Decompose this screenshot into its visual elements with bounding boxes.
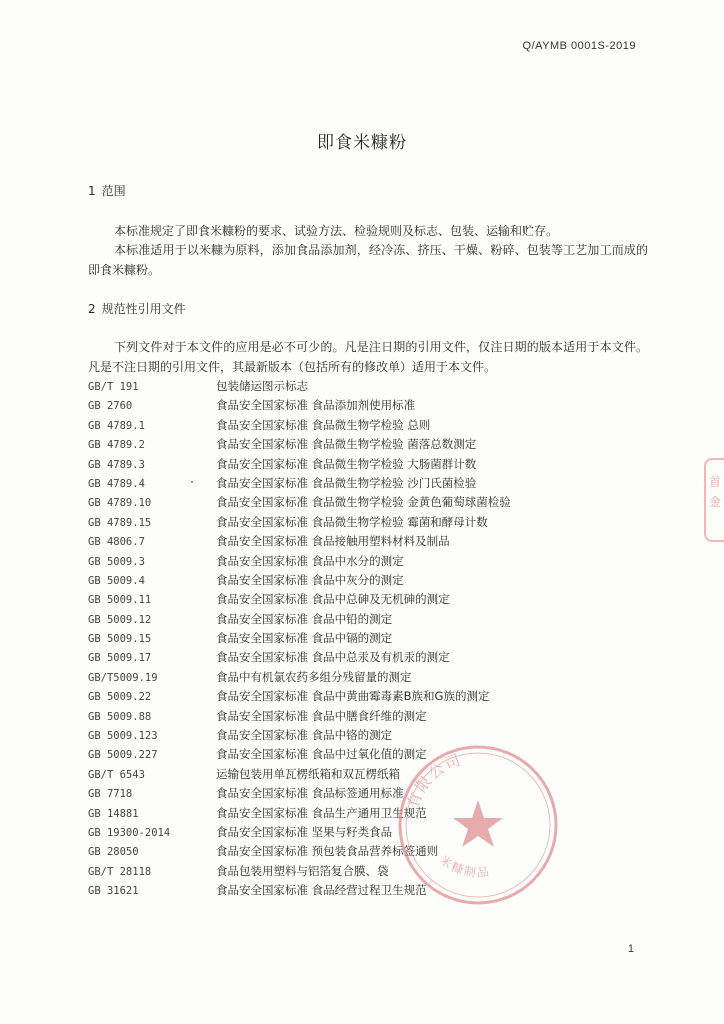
reference-row [88, 765, 648, 784]
section-title: 范围 [101, 184, 126, 198]
scope-paragraph-1: 本标准规定了即食米糠粉的要求、试验方法、检验规则及标志、包装、运输和贮存。 [114, 224, 559, 238]
reference-title: 食品安全国家标准 食品中过氧化值的测定 [216, 747, 427, 762]
reference-row [88, 377, 648, 396]
reference-row [88, 513, 648, 532]
reference-title: 食品安全国家标准 食品中黄曲霉毒素B族和G族的测定 [216, 689, 490, 704]
reference-row [88, 687, 648, 706]
reference-row [88, 668, 648, 687]
reference-code: GB 4789.4 [88, 477, 145, 490]
reference-title: 食品安全国家标准 预包装食品营养标签通则 [216, 844, 439, 859]
section-number: 1 [88, 184, 96, 198]
reference-code: GB 28050 [88, 846, 139, 859]
reference-title: 食品安全国家标准 食品标签通用标准 [216, 786, 404, 801]
reference-code: GB 19300-2014 [88, 826, 171, 839]
document-code: Q/AYMB 0001S-2019 [522, 40, 636, 52]
reference-title: 食品安全国家标准 食品中镉的测定 [216, 631, 393, 646]
reference-row [88, 610, 648, 629]
section-number: 2 [88, 302, 96, 316]
reference-code: GB 4789.10 [88, 497, 152, 510]
reference-row [88, 396, 648, 415]
reference-code: GB/T 28118 [88, 865, 152, 878]
reference-row [88, 629, 648, 648]
reference-row [88, 784, 648, 803]
reference-code: GB 4789.15 [88, 516, 152, 529]
reference-title: 食品安全国家标准 食品生产通用卫生规范 [216, 805, 427, 820]
reference-code: GB/T 191 [88, 381, 139, 393]
reference-row [88, 474, 648, 493]
reference-row [88, 571, 648, 590]
reference-row [88, 590, 648, 609]
reference-row [88, 552, 648, 571]
reference-title: 食品安全国家标准 食品微生物学检验 大肠菌群计数 [216, 456, 477, 471]
company-seal-stamp [395, 742, 561, 908]
reference-code: GB 5009.88 [88, 710, 152, 723]
document-title: 即食米糠粉 [317, 133, 407, 153]
reference-row [88, 707, 648, 726]
reference-title: 食品安全国家标准 食品中铬的测定 [216, 728, 393, 743]
reference-title: 食品安全国家标准 食品经营过程卫生规范 [216, 883, 427, 898]
reference-code: GB 5009.3 [88, 555, 145, 568]
reference-code: GB 7718 [88, 788, 133, 801]
reference-code: GB 4789.3 [88, 458, 145, 471]
reference-row [88, 745, 648, 764]
reference-title: 食品安全国家标准 食品中总砷及无机砷的测定 [216, 592, 450, 607]
reference-code: GB 5009.4 [88, 574, 145, 587]
reference-row [88, 435, 648, 454]
reference-title: 食品安全国家标准 食品添加剂使用标准 [216, 398, 416, 413]
reference-title: 食品包装用塑料与铝箔复合膜、袋 [216, 863, 389, 878]
reference-title: 食品安全国家标准 食品中总汞及有机汞的测定 [216, 650, 450, 665]
reference-row [88, 823, 648, 842]
reference-title: 包装储运图示标志 [216, 379, 308, 393]
reference-code: GB 2760 [88, 400, 133, 413]
reference-code: GB 4789.2 [88, 439, 145, 452]
reference-code: GB 4789.1 [88, 419, 145, 432]
reference-title: 食品安全国家标准 食品微生物学检验 金黄色葡萄球菌检验 [216, 495, 511, 510]
reference-title: 食品中有机氯农药多组分残留量的测定 [216, 669, 412, 684]
reference-list [88, 377, 648, 901]
svg-text:米糠制品: 米糠制品 [437, 852, 492, 880]
reference-code: GB 5009.17 [88, 652, 152, 665]
reference-row [88, 493, 648, 512]
reference-row [88, 532, 648, 551]
scope-paragraph-2: 本标准适用于以米糠为原料，添加食品添加剂，经冷冻、挤压、干燥、粉碎、包装等工艺加工而成的即食米糠粉。 [88, 243, 648, 277]
reference-row [88, 862, 648, 881]
reference-row [88, 416, 648, 435]
reference-code: GB 5009.22 [88, 691, 152, 704]
reference-code: GB 5009.11 [88, 594, 152, 607]
section-title: 规范性引用文件 [101, 302, 186, 316]
scan-speck [191, 481, 193, 483]
reference-title: 食品安全国家标准 坚果与籽类食品 [216, 824, 393, 839]
reference-code: GB 31621 [88, 885, 139, 898]
edge-seal-fragment [704, 458, 724, 542]
reference-row [88, 881, 648, 900]
reference-code: GB/T5009.19 [88, 671, 158, 684]
section-heading-references [88, 300, 186, 317]
reference-row [88, 648, 648, 667]
reference-title: 食品安全国家标准 食品中水分的测定 [216, 553, 404, 568]
reference-title: 食品安全国家标准 食品中灰分的测定 [216, 572, 404, 587]
reference-title: 食品安全国家标准 食品微生物学检验 沙门氏菌检验 [216, 475, 477, 490]
reference-code: GB/T 6543 [88, 768, 145, 781]
reference-title: 运输包装用单瓦楞纸箱和双瓦楞纸箱 [216, 766, 400, 781]
reference-row [88, 804, 648, 823]
reference-code: GB 5009.12 [88, 613, 152, 626]
reference-title: 食品安全国家标准 食品微生物学检验 霉菌和酵母计数 [216, 514, 488, 529]
reference-code: GB 5009.15 [88, 633, 152, 646]
reference-row [88, 842, 648, 861]
references-intro: 下列文件对于本文件的应用是必不可少的。凡是注日期的引用文件，仅注日期的版本适用于本文件。凡是不注日期的引用文件，其最新版本（包括所有的修改单）适用于本文件。 [88, 340, 648, 374]
reference-title: 食品安全国家标准 食品中铅的测定 [216, 611, 393, 626]
reference-code: GB 5009.227 [88, 749, 158, 762]
reference-title: 食品安全国家标准 食品中膳食纤维的测定 [216, 708, 427, 723]
page-number: 1 [627, 943, 634, 955]
reference-title: 食品安全国家标准 食品微生物学检验 菌落总数测定 [216, 437, 477, 452]
reference-title: 食品安全国家标准 食品接触用塑料材料及制品 [216, 534, 450, 549]
reference-code: GB 14881 [88, 807, 139, 820]
reference-row [88, 455, 648, 474]
edge-seal-text: 首 金 [708, 475, 721, 509]
section-heading-scope [88, 182, 126, 199]
reference-title: 食品安全国家标准 食品微生物学检验 总则 [216, 417, 431, 432]
svg-text:有限公司: 有限公司 [403, 750, 465, 811]
reference-row [88, 726, 648, 745]
reference-code: GB 4806.7 [88, 536, 145, 549]
reference-code: GB 5009.123 [88, 730, 158, 743]
